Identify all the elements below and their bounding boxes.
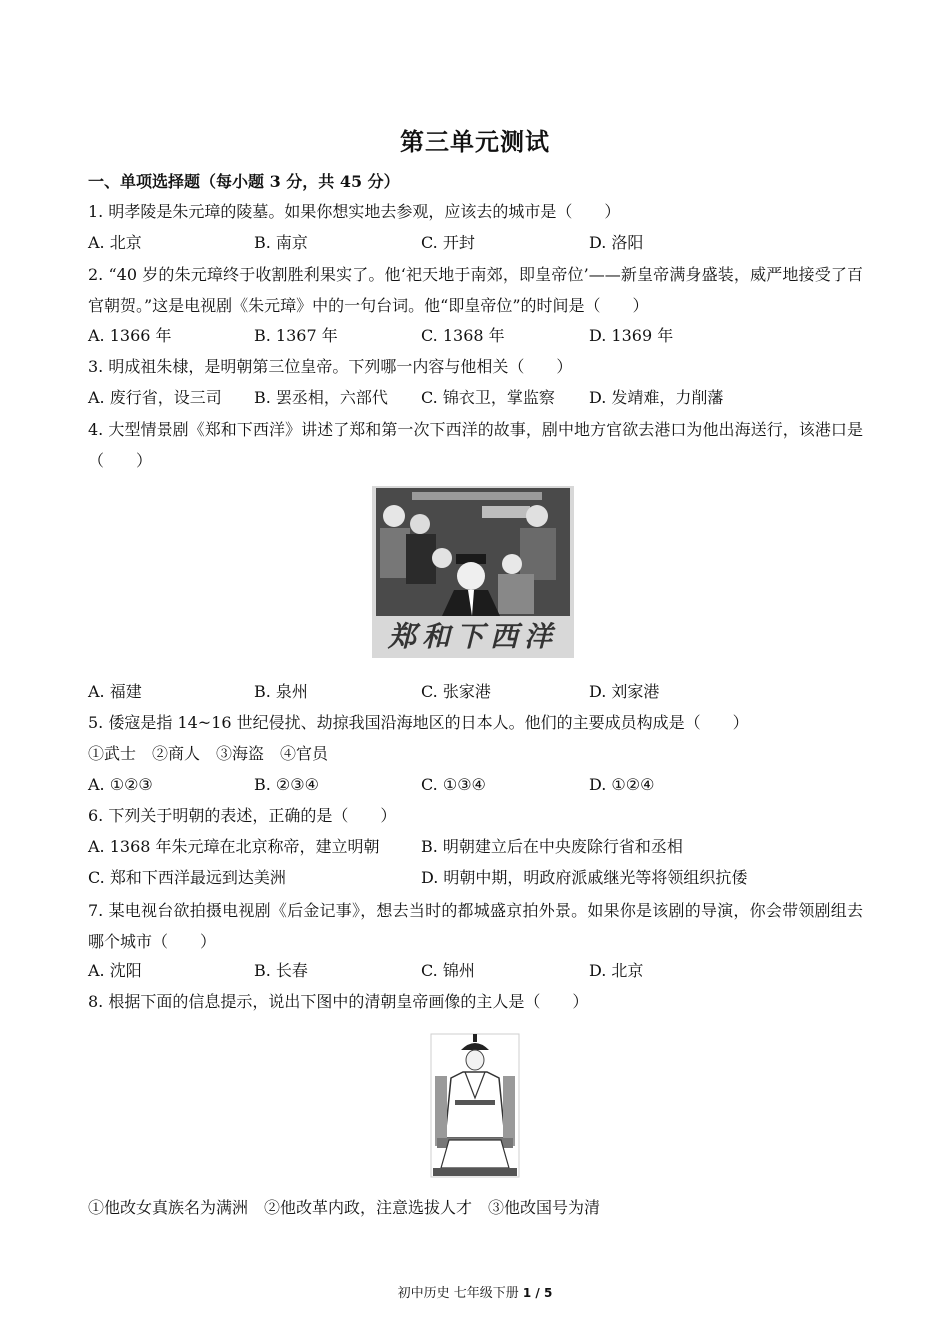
q4-option-c: C. 张家港	[421, 682, 491, 701]
qing-emperor-portrait	[425, 1028, 525, 1183]
question-7-stem: 7. 某电视台欲拍摄电视剧《后金记事》，想去当时的都城盛京拍外景。如果你是该剧的导演，你会带领剧组去哪个城市（ ）	[88, 901, 863, 951]
emperor-sketch	[425, 1028, 525, 1183]
page-footer	[0, 1282, 950, 1301]
question-4-stem: 4. 大型情景剧《郑和下西洋》讲述了郑和第一次下西洋的故事，剧中地方官欲去港口为他出海送行，该港口是（ ）	[88, 420, 863, 470]
question-8-stem: 8. 根据下面的信息提示，说出下图中的清朝皇帝画像的主人是（ ）	[88, 992, 589, 1011]
q1-option-c: C. 开封	[421, 233, 475, 252]
q5-option-d: D. ①②④	[589, 775, 655, 794]
page-title: 第三单元测试	[400, 127, 550, 156]
footer-text: 初中历史 七年级下册	[397, 1286, 523, 1301]
q5-option-b: B. ②③④	[254, 775, 319, 794]
q5-option-c: C. ①③④	[421, 775, 486, 794]
q7-option-a: A. 沈阳	[88, 961, 142, 980]
question-2-stem: 2. “40 岁的朱元璋终于收割胜利果实了。他‘祀天地于南郊，即皇帝位’——新皇帝满身盛装，威严地接受了百官朝贺。”这是电视剧《朱元璋》中的一句台词。他“即皇帝位”的时间是（ ）	[88, 265, 863, 315]
q6-option-d: D. 明朝中期，明政府派戚继光等将领组织抗倭	[421, 868, 748, 887]
q7-option-c: C. 锦州	[421, 961, 475, 980]
q3-option-a: A. 废行省，设三司	[88, 388, 222, 407]
q2-option-c: C. 1368 年	[421, 326, 505, 345]
q2-option-a: A. 1366 年	[88, 326, 172, 345]
section-heading: 一、单项选择题（每小题 3 分，共 45 分）	[88, 172, 400, 191]
q4-option-b: B. 泉州	[254, 682, 308, 701]
question-1-stem: 1. 明孝陵是朱元璋的陵墓。如果你想实地去参观，应该去的城市是（ ）	[88, 202, 621, 221]
question-5-stem: 5. 倭寇是指 14~16 世纪侵扰、劫掠我国沿海地区的日本人。他们的主要成员构成是（ ）	[88, 713, 749, 732]
q4-option-a: A. 福建	[88, 682, 142, 701]
q2-option-b: B. 1367 年	[254, 326, 338, 345]
q3-option-d: D. 发靖难，力削藩	[589, 388, 724, 407]
q6-option-a: A. 1368 年朱元璋在北京称帝，建立明朝	[88, 837, 380, 856]
zheng-he-drama-poster	[372, 486, 574, 658]
q7-option-d: D. 北京	[589, 961, 644, 980]
q1-option-b: B. 南京	[254, 233, 308, 252]
q1-option-d: D. 洛阳	[589, 233, 644, 252]
q2-option-d: D. 1369 年	[589, 326, 674, 345]
page-number: 1 / 5	[522, 1286, 553, 1300]
q7-option-b: B. 长春	[254, 961, 308, 980]
q4-option-d: D. 刘家港	[589, 682, 660, 701]
q8-hints: ①他改女真族名为满洲 ②他改革内政，注意选拔人才 ③他改国号为清	[88, 1198, 601, 1217]
q1-option-a: A. 北京	[88, 233, 142, 252]
poster-caption: 郑和下西洋	[387, 620, 558, 653]
q3-option-c: C. 锦衣卫，掌监察	[421, 388, 555, 407]
q3-option-b: B. 罢丞相，六部代	[254, 388, 388, 407]
q6-option-c: C. 郑和下西洋最远到达美洲	[88, 868, 286, 887]
q5-option-a: A. ①②③	[88, 775, 153, 794]
question-6-stem: 6. 下列关于明朝的表述，正确的是（ ）	[88, 806, 397, 825]
question-3-stem: 3. 明成祖朱棣，是明朝第三位皇帝。下列哪一内容与他相关（ ）	[88, 357, 573, 376]
q6-option-b: B. 明朝建立后在中央废除行省和丞相	[421, 837, 683, 856]
q5-items: ①武士 ②商人 ③海盗 ④官员	[88, 744, 329, 763]
